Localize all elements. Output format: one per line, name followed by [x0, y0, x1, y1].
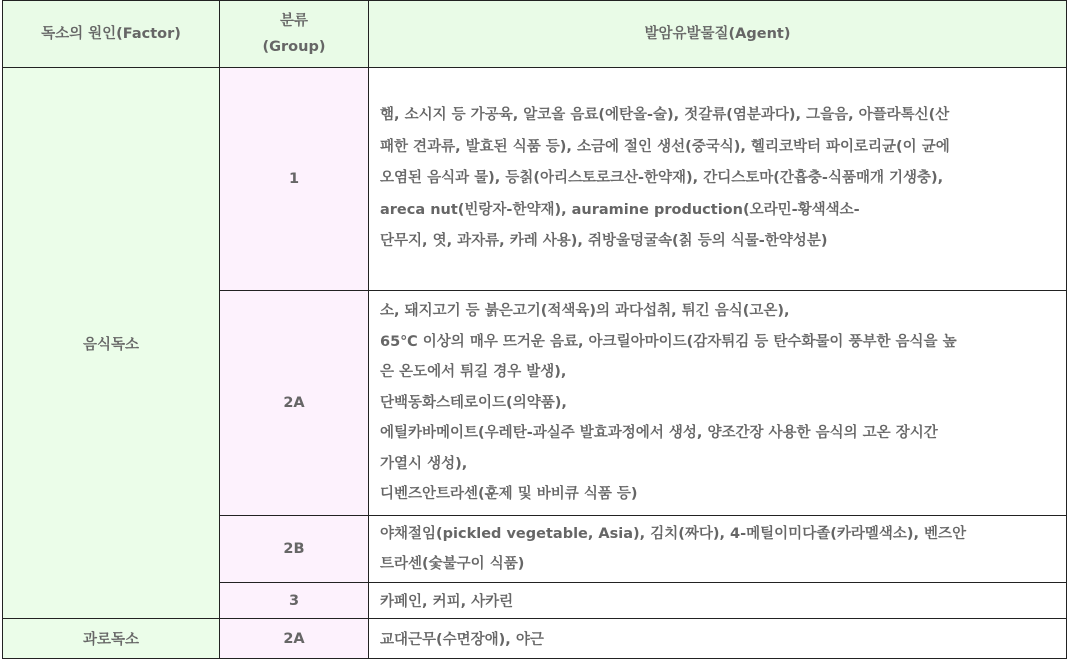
factor-cell: 음식독소 [3, 68, 220, 619]
agent-line: 가열시 생성), [380, 455, 468, 472]
agent-line: 오염된 음식과 물), 등칡(아리스토로크산-한약재), 간디스토마(간흡충-식품매개 기생충), [380, 170, 944, 187]
agent-line: 단백동화스테로이드(의약품), [380, 394, 567, 411]
group-cell: 2A [220, 619, 369, 659]
header-row [3, 1, 1067, 68]
agent-line: 65℃ 이상의 매우 뜨거운 음료, 아크릴아마이드(감자튀김 등 탄수화물이 풍부한 음식을 높 [380, 333, 957, 350]
agent-line: areca nut(빈랑자-한약재), auramine production(오라민-황색색소- [380, 201, 860, 218]
group-cell: 2A [220, 291, 369, 516]
group-cell: 2B [220, 516, 369, 583]
agent-cell [369, 516, 1067, 583]
table-row [3, 68, 1067, 291]
agent-line: 야채절임(pickled vegetable, Asia), 김치(짜다), 4-메틸이미다졸(카라멜색소), 벤즈안 [380, 526, 967, 542]
agent-line: 패한 견과류, 발효된 식품 등), 소금에 절인 생선(중국식), 헬리코박터 파이로리균(이 균에 [380, 138, 950, 155]
agent-line: 카페인, 커피, 사카린 [380, 594, 514, 610]
agent-line: 트라센(숯불구이 식품) [380, 556, 525, 572]
agent-line: 소, 돼지고기 등 붉은고기(적색육)의 과다섭취, 튀긴 음식(고온), [380, 303, 790, 320]
header-group-line1: 분류 [279, 13, 308, 29]
agent-line: 은 온도에서 튀길 경우 발생), [380, 364, 567, 381]
agent-line: 단무지, 엿, 과자류, 카레 사용), 쥐방울덩굴속(칡 등의 식물-한약성분) [380, 233, 828, 250]
agent-line: 디벤즈안트라센(훈제 및 바비큐 식품 등) [380, 486, 638, 503]
group-cell: 1 [220, 68, 369, 291]
agent-line: 햄, 소시지 등 가공육, 알코올 음료(에탄올-술), 젓갈류(염분과다), 그을음, 아플라톡신(산 [380, 107, 950, 124]
agent-line: 교대근무(수면장애), 야근 [380, 632, 544, 648]
agent-cell [369, 583, 1067, 619]
agent-cell [369, 68, 1067, 291]
group-cell: 3 [220, 583, 369, 619]
header-group [220, 1, 369, 68]
carcinogen-table [2, 0, 1067, 659]
agent-line: 에틸카바메이트(우레탄-과실주 발효과정에서 생성, 양조간장 사용한 음식의 고온 장시간 [380, 425, 938, 442]
header-agent: 발암유발물질(Agent) [369, 1, 1067, 68]
table-row [3, 619, 1067, 659]
agent-cell [369, 291, 1067, 516]
header-factor: 독소의 원인(Factor) [3, 1, 220, 68]
header-group-line2: (Group) [262, 39, 326, 55]
factor-cell: 과로독소 [3, 619, 220, 659]
agent-cell [369, 619, 1067, 659]
